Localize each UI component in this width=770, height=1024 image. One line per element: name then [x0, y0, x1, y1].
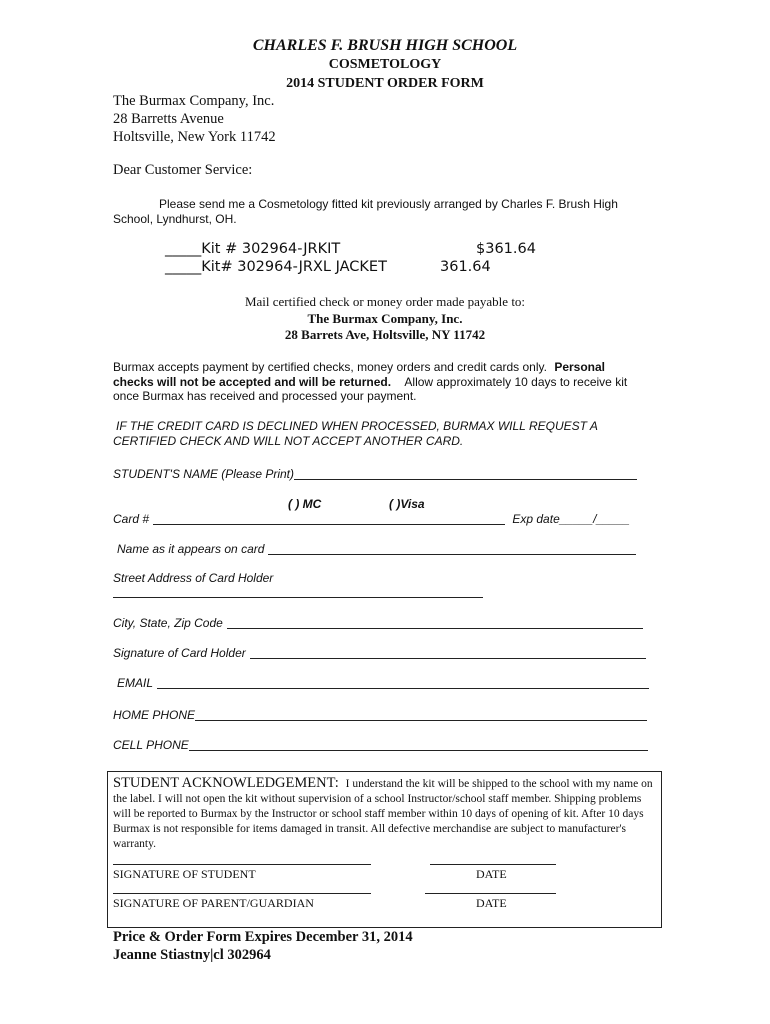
exp-date-field[interactable]: Exp date_____/_____ [512, 512, 630, 526]
payee-address: 28 Barrets Ave, Holtsville, NY 11742 [284, 327, 486, 342]
policy-line-1 [113, 360, 605, 374]
cell-phone-field[interactable] [113, 738, 648, 752]
student-signature-line[interactable] [113, 864, 371, 865]
street-address-line[interactable] [113, 597, 483, 598]
card-number-label: Card # [113, 512, 150, 526]
card-signature-label: Signature of Card Holder [113, 646, 246, 660]
intro-line-2: School, Lyndhurst, OH. [113, 212, 237, 226]
kit-option-2[interactable]: _____Kit# 302964-JRXL JACKET [165, 259, 387, 275]
visa-checkbox[interactable]: ( )Visa [389, 497, 425, 511]
policy-delivery: Allow approximately 10 days to receive kit [404, 375, 628, 389]
student-signature-label: SIGNATURE OF STUDENT [113, 867, 256, 881]
policy-line-2 [113, 375, 627, 389]
student-date-line[interactable] [430, 864, 556, 865]
student-date-label: DATE [476, 867, 507, 881]
parent-date-label: DATE [476, 896, 507, 910]
program-title: COSMETOLOGY [328, 57, 442, 72]
policy-line-3: once Burmax has received and processed your payment. [113, 389, 417, 403]
acknowledgement-heading: STUDENT ACKNOWLEDGEMENT: [113, 775, 339, 791]
email-label: EMAIL [117, 676, 154, 690]
kit-option-1[interactable]: _____Kit # 302964-JRKIT [165, 241, 341, 257]
vendor-city: Holtsville, New York 11742 [113, 129, 276, 145]
mc-checkbox[interactable]: ( ) MC [288, 497, 322, 511]
vendor-name: The Burmax Company, Inc. [113, 93, 275, 109]
home-phone-label: HOME PHONE [113, 708, 196, 722]
city-state-zip-label: City, State, Zip Code [113, 616, 223, 630]
policy-warning: Personal [554, 360, 606, 374]
acknowledgement-text [113, 776, 653, 852]
student-name-field[interactable] [113, 467, 637, 481]
name-on-card-label: Name as it appears on card [117, 542, 265, 556]
cell-phone-label: CELL PHONE [113, 738, 189, 752]
expiration-notice: Price & Order Form Expires December 31, 2014 [113, 929, 413, 945]
parent-signature-line[interactable] [113, 893, 371, 894]
school-title: CHARLES F. BRUSH HIGH SCHOOL [252, 37, 518, 54]
kit-price-1: $361.64 [476, 241, 536, 257]
policy-warning-cont: checks will not be accepted and will be returned. [113, 375, 392, 389]
email-field[interactable] [117, 676, 649, 690]
mail-instructions: Mail certified check or money order made payable to: [244, 294, 526, 309]
card-signature-field[interactable] [113, 646, 646, 660]
form-title: 2014 STUDENT ORDER FORM [286, 76, 484, 91]
intro-line-1: Please send me a Cosmetology fitted kit previously arranged by Charles F. Brush High [159, 197, 618, 211]
parent-signature-label: SIGNATURE OF PARENT/GUARDIAN [113, 896, 314, 910]
acknowledgement-body: I understand the kit will be shipped to the school with my name on the label. I will not open the kit without supervision of a school Instructor/school staff member. Shipping problems will be reported to Burmax by the Instructor or school staff member within 10 days of opening of kit. After 10 days Burmax is not responsible for items damaged in transit. All defective merchandise are subject to manufacturer's warranty. [113, 778, 653, 850]
payee-name: The Burmax Company, Inc. [307, 311, 463, 326]
kit-price-2: 361.64 [440, 259, 491, 275]
vendor-street: 28 Barretts Avenue [113, 111, 224, 127]
street-address-label: Street Address of Card Holder [113, 571, 274, 585]
city-state-zip-field[interactable] [113, 616, 643, 630]
name-on-card-field[interactable] [117, 542, 636, 556]
student-name-label: STUDENT'S NAME (Please Print) [113, 467, 294, 481]
card-number-field[interactable] [113, 512, 630, 526]
home-phone-field[interactable] [113, 708, 647, 722]
parent-date-line[interactable] [425, 893, 556, 894]
policy-text: Burmax accepts payment by certified checks, money orders and credit cards only. [113, 360, 547, 374]
declined-notice-line-2: CERTIFIED CHECK AND WILL NOT ACCEPT ANOTHER CARD. [113, 434, 464, 448]
declined-notice-line-1: IF THE CREDIT CARD IS DECLINED WHEN PROCESSED, BURMAX WILL REQUEST A [116, 419, 598, 433]
salutation: Dear Customer Service: [113, 162, 253, 178]
contact-line: Jeanne Stiastny|cl 302964 [113, 947, 271, 963]
